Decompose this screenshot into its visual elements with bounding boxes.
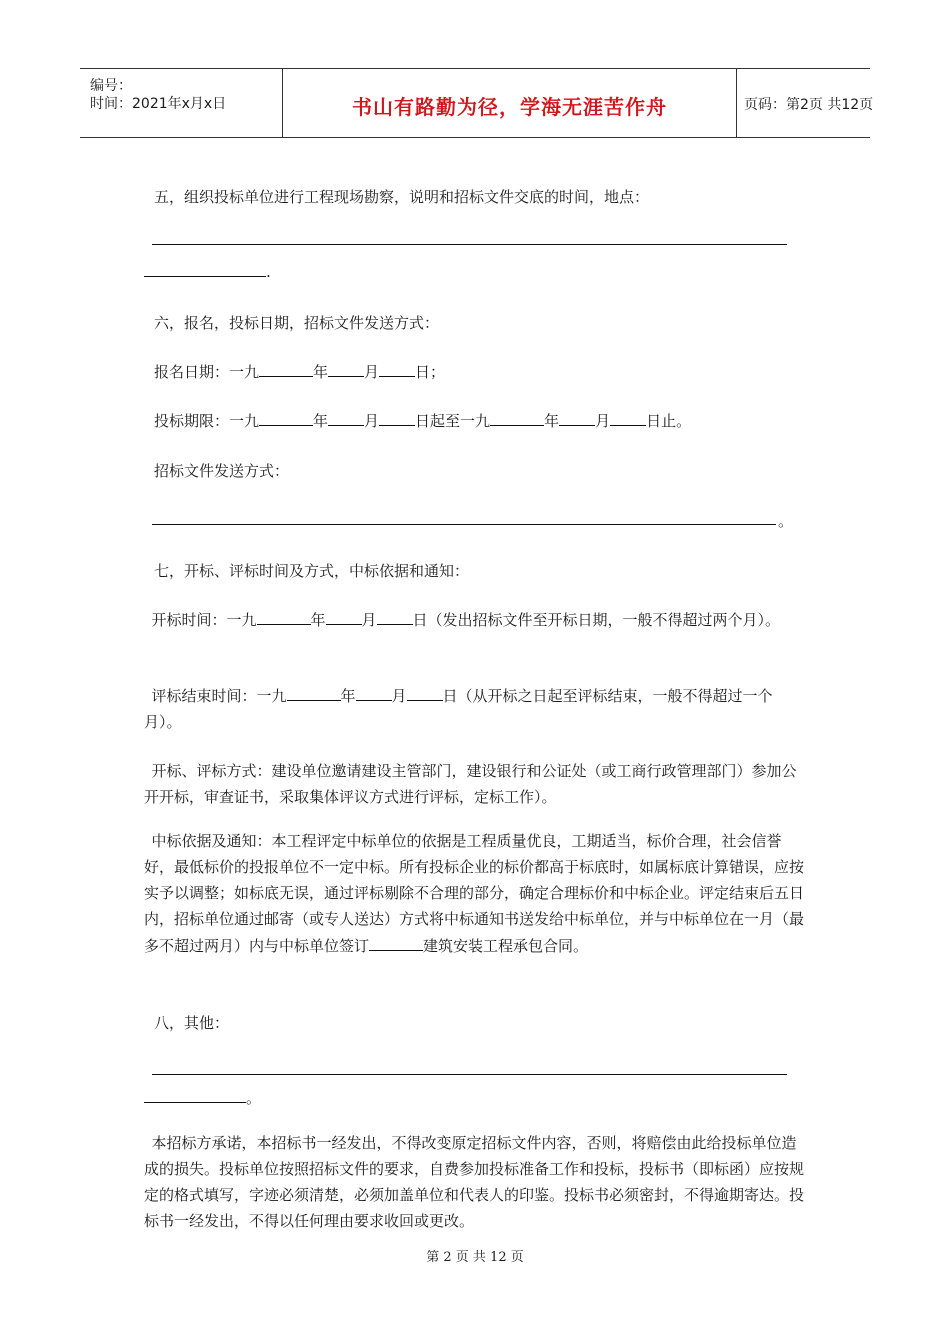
month-unit: 月 <box>391 687 407 705</box>
section-5-title: 五，组织投标单位进行工程现场勘察，说明和招标文件交底的时间，地点： <box>154 188 650 206</box>
document-time-label: 时间：2021年x月x日 <box>90 96 227 112</box>
year-unit: 年 <box>544 412 560 430</box>
month-unit: 月 <box>361 611 377 629</box>
promise-text: 本招标方承诺，本招标书一经发出，不得改变原定招标文件内容，否则，将赔偿由此给投标单位造成的损失。投标单位按照招标文件的要求，自费参加投标准备工作和投标，投标书（即标函）应按规定的格式填写，字迹必须清楚，必须加盖单位和代表人的印鉴。投标书必须密封，不得逾期寄达。投标书一经发出，不得以任何理由要求收回或更改。 <box>144 1134 805 1230</box>
fill-line <box>152 244 787 245</box>
fill-blank <box>144 258 266 277</box>
month-unit: 月 <box>364 412 380 430</box>
header-page-info: 页码：第2页 共12页 <box>744 97 874 113</box>
fill-blank <box>287 682 341 701</box>
document-number-label: 编号： <box>90 78 132 94</box>
fill-blank <box>379 407 415 426</box>
period: 。 <box>246 1089 262 1107</box>
fill-line <box>152 524 776 525</box>
header-motto-cell <box>282 69 737 137</box>
fill-blank <box>610 407 646 426</box>
section-5-line-end <box>144 258 808 285</box>
fill-blank <box>490 407 544 426</box>
bid-period-middle: 日起至一九 <box>415 412 491 430</box>
open-time-label: 开标时间：一九 <box>151 611 257 629</box>
day-unit: 日； <box>415 363 446 381</box>
section-7-title: 七，开标、评标时间及方式，中标依据和通知： <box>154 562 470 580</box>
eval-time-paragraph <box>144 682 808 735</box>
fill-blank <box>369 932 423 951</box>
section-8-line-end <box>144 1084 808 1111</box>
fill-blank <box>328 407 364 426</box>
registration-date-line <box>154 358 818 385</box>
fill-blank <box>328 358 364 377</box>
year-unit: 年 <box>340 687 356 705</box>
fill-blank <box>257 606 311 625</box>
section-6-title: 六，报名，投标日期，招标文件发送方式： <box>154 314 440 332</box>
header-page-cell <box>736 69 874 137</box>
bid-period-end: 日止。 <box>646 412 692 430</box>
fill-blank <box>259 358 313 377</box>
year-unit: 年 <box>313 363 329 381</box>
registration-date-label: 报名日期：一九 <box>154 363 260 381</box>
award-basis-end: 建筑安装工程承包合同。 <box>423 937 589 955</box>
evaluation-method-paragraph <box>144 758 808 810</box>
header-motto: 书山有路勤为径，学海无涯苦作舟 <box>352 95 667 119</box>
fill-blank <box>407 682 443 701</box>
eval-time-note: 日（从开标之日起至评标结束，一般不得超过一个月）。 <box>144 687 773 731</box>
fill-line <box>152 1074 787 1075</box>
fill-blank <box>379 358 415 377</box>
header-meta-cell <box>80 69 282 137</box>
fill-blank <box>559 407 595 426</box>
period: . <box>266 263 271 281</box>
send-method-label: 招标文件发送方式： <box>154 462 290 480</box>
year-unit: 年 <box>313 412 329 430</box>
award-basis-paragraph <box>144 828 808 959</box>
month-unit: 月 <box>595 412 611 430</box>
award-basis-text: 中标依据及通知：本工程评定中标单位的依据是工程质量优良，工期适当，标价合理，社会信誉好，最低标价的投报单位不一定中标。所有投标企业的标价都高于标底时，如属标底计算错误，应按实予以调整；如标底无误，通过评标剔除不合理的部分，确定合理标价和中标企业。评定结束后五日内，招标单位通过邮寄（或专人送达）方式将中标通知书送发给中标单位，并与中标单位在一月（最多不超过两月）内与中标单位签订 <box>144 832 805 955</box>
month-unit: 月 <box>364 363 380 381</box>
bid-period-label: 投标期限：一九 <box>154 412 260 430</box>
bid-period-line <box>154 407 818 434</box>
open-time-paragraph <box>144 606 808 633</box>
page-footer: 第 2 页 共 12 页 <box>426 1250 524 1265</box>
promise-paragraph <box>144 1130 808 1234</box>
fill-blank <box>377 606 413 625</box>
eval-time-label: 评标结束时间：一九 <box>151 687 287 705</box>
fill-blank <box>259 407 313 426</box>
fill-blank <box>356 682 392 701</box>
section-8-title: 八，其他： <box>154 1014 230 1032</box>
fill-blank <box>326 606 362 625</box>
evaluation-method-text: 开标、评标方式：建设单位邀请建设主管部门，建设银行和公证处（或工商行政管理部门）参加公开开标，审查证书，采取集体评议方式进行评标，定标工作）。 <box>144 762 797 806</box>
send-method-end: 。 <box>778 512 794 530</box>
open-time-note: 日（发出招标文件至开标日期，一般不得超过两个月）。 <box>412 611 781 629</box>
fill-blank <box>144 1084 246 1103</box>
year-unit: 年 <box>310 611 326 629</box>
page-header <box>80 68 874 138</box>
